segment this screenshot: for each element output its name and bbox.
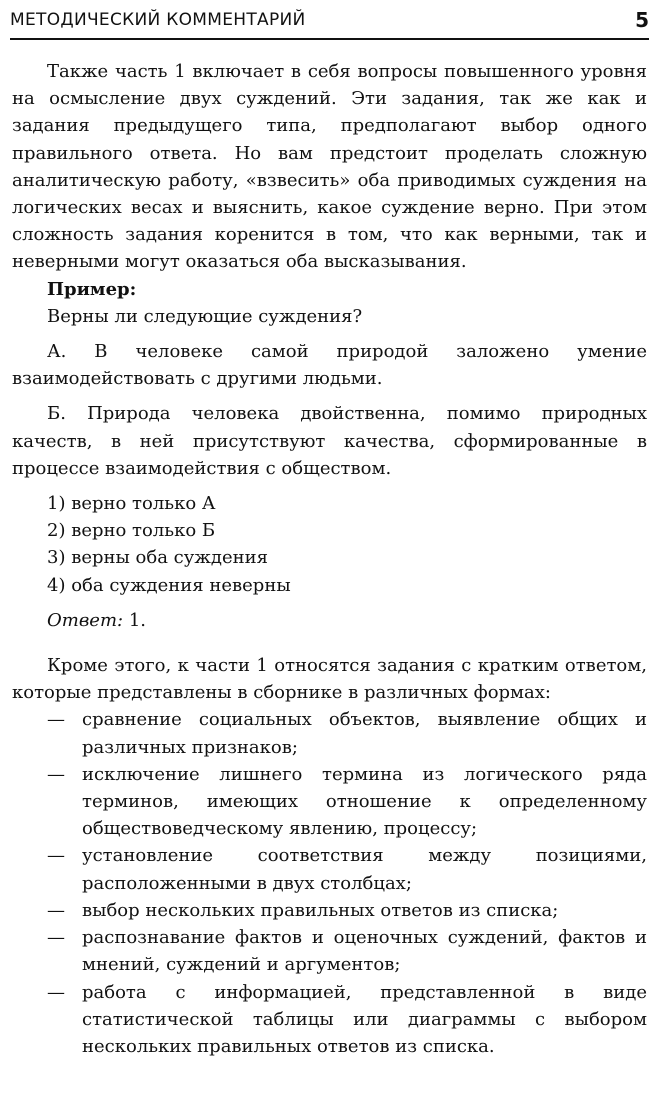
list-item-text: исключение лишнего термина из логического ряда терминов, имеющих отношение к определенному обществоведческому явлению, процессу; <box>82 763 647 840</box>
dash-marker: — <box>47 763 65 785</box>
list-item <box>12 897 647 924</box>
running-title: МЕТОДИЧЕСКИЙ КОММЕНТАРИЙ <box>10 10 306 30</box>
running-header <box>10 8 649 40</box>
dash-marker: — <box>47 927 65 949</box>
list-item <box>12 842 647 896</box>
answer-label: Ответ: <box>47 609 124 631</box>
answer-option: 3) верны оба суждения <box>47 547 268 569</box>
list-item-text: выбор нескольких правильных ответов из списка; <box>82 899 559 921</box>
list-item <box>12 979 647 1061</box>
list-item <box>12 761 647 843</box>
answer-option: 2) верно только Б <box>47 520 216 542</box>
answer-options <box>12 490 647 599</box>
dash-marker: — <box>47 899 65 921</box>
answer-line <box>12 607 647 634</box>
page-body <box>12 58 647 1060</box>
list-item-text: работа с информацией, представленной в виде статистической таблицы или диаграммы с выбором нескольких правильных ответов из списка. <box>82 981 647 1057</box>
list-item <box>12 924 647 978</box>
intro-paragraph: Также часть 1 включает в себя вопросы повышенного уровня на осмысление двух суждений. Эти задания, так же как и задания предыдущего типа, предполагают выбор одного правильного ответа. Но вам предстоит проделать сложную аналитическую работу, «взвесить» оба приводимых суждения на логических весах и выяснить, какое суждение верно. При этом сложность задания коренится в том, что как верными, так и неверными могут оказаться оба высказывания. <box>12 61 647 273</box>
list-item-text: сравнение социальных объектов, выявление общих и различных признаков; <box>82 709 647 758</box>
statement-a: А. В человеке самой природой заложено умение взаимодействовать с другими людьми. <box>12 341 647 390</box>
answer-value: 1. <box>128 609 147 631</box>
example-label <box>12 276 647 303</box>
list-item-text: распознавание фактов и оценочных суждений, фактов и мнений, суждений и аргументов; <box>82 927 647 976</box>
answer-option: 1) верно только А <box>47 493 216 515</box>
dash-marker: — <box>47 845 65 867</box>
answer-option: 4) оба суждения неверны <box>47 574 291 596</box>
example-question: Верны ли следующие суждения? <box>47 305 363 327</box>
list-item-text: установление соответствия между позициями, расположенными в двух столбцах; <box>82 845 647 894</box>
list-item <box>12 706 647 760</box>
short-answer-intro: Кроме этого, к части 1 относятся задания с кратким ответом, которые представлены в сборнике в различных формах: <box>12 655 647 704</box>
dash-marker: — <box>47 981 65 1003</box>
dash-marker: — <box>47 709 65 731</box>
task-forms-list <box>12 706 647 1060</box>
statement-b: Б. Природа человека двойственна, помимо природных качеств, в ней присутствуют качества, сформированные в процессе взаимодействия с обществом. <box>12 403 647 479</box>
example-label-text: Пример: <box>47 278 137 300</box>
page-number: 5 <box>635 8 649 32</box>
